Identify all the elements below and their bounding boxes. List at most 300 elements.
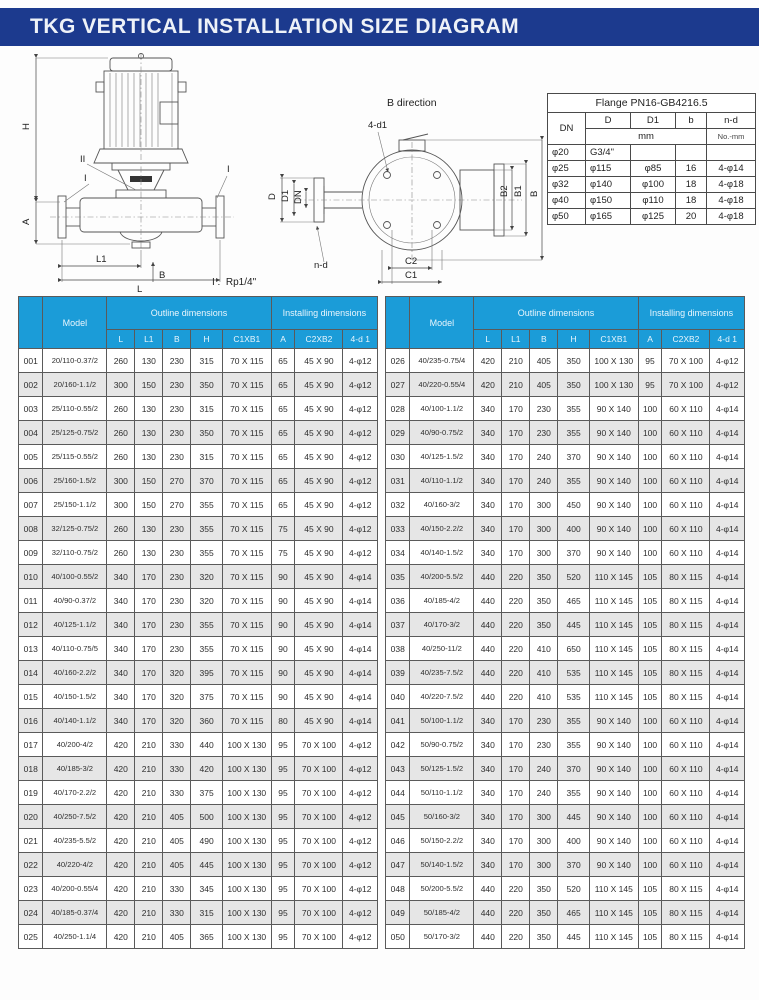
table-cell: 410 bbox=[530, 685, 558, 709]
table-cell: 100 bbox=[638, 541, 662, 565]
col-b-header: B bbox=[163, 330, 191, 349]
table-cell: 70 X 115 bbox=[222, 445, 271, 469]
table-cell: 90 bbox=[271, 685, 295, 709]
table-cell: 4-φ14 bbox=[343, 613, 378, 637]
b-direction-diagram bbox=[260, 92, 552, 292]
table-cell: φ32 bbox=[548, 177, 586, 193]
table-cell: 340 bbox=[107, 661, 135, 685]
col-c1xb1-header: C1XB1 bbox=[222, 330, 271, 349]
table-cell: 210 bbox=[135, 901, 163, 925]
table-cell: 340 bbox=[474, 493, 502, 517]
table-cell: 340 bbox=[107, 613, 135, 637]
table-cell: 45 X 90 bbox=[295, 349, 343, 373]
table-cell: 001 bbox=[19, 349, 43, 373]
table-cell: φ110 bbox=[631, 193, 676, 209]
table-row bbox=[548, 193, 756, 209]
table-cell: 40/170-3/2 bbox=[410, 613, 474, 637]
col-model-header: Model bbox=[43, 297, 107, 349]
table-cell: 65 bbox=[271, 469, 295, 493]
table-cell: 40/140-1.5/2 bbox=[410, 541, 474, 565]
table-cell: 340 bbox=[474, 421, 502, 445]
table-cell: 370 bbox=[191, 469, 223, 493]
table-cell: 300 bbox=[107, 373, 135, 397]
main-table-left-body bbox=[19, 349, 378, 949]
table-cell: 95 bbox=[638, 373, 662, 397]
table-cell: 220 bbox=[502, 685, 530, 709]
table-cell: 70 X 100 bbox=[295, 757, 343, 781]
table-cell: 25/150-1.1/2 bbox=[43, 493, 107, 517]
table-cell: 4-φ14 bbox=[343, 637, 378, 661]
table-cell: 4-φ14 bbox=[710, 709, 745, 733]
table-cell: 008 bbox=[19, 517, 43, 541]
group-outline-header: Outline dimensions bbox=[107, 297, 271, 330]
table-cell: 220 bbox=[502, 589, 530, 613]
table-cell: 25/115-0.55/2 bbox=[43, 445, 107, 469]
table-row bbox=[19, 661, 378, 685]
table-row bbox=[386, 373, 745, 397]
table-cell: 32/125-0.75/2 bbox=[43, 517, 107, 541]
table-cell: 400 bbox=[558, 517, 590, 541]
table-row bbox=[386, 805, 745, 829]
table-cell: 70 X 115 bbox=[222, 493, 271, 517]
table-cell: 010 bbox=[19, 565, 43, 589]
table-cell: 105 bbox=[638, 613, 662, 637]
table-cell: 270 bbox=[163, 493, 191, 517]
table-cell: 047 bbox=[386, 853, 410, 877]
flange-table-body bbox=[548, 145, 756, 225]
table-cell: 350 bbox=[530, 613, 558, 637]
table-cell: 445 bbox=[558, 613, 590, 637]
table-cell: 340 bbox=[474, 781, 502, 805]
col-l1-header: L1 bbox=[502, 330, 530, 349]
table-cell: 500 bbox=[191, 805, 223, 829]
flange-table bbox=[547, 93, 756, 225]
table-cell: 90 X 140 bbox=[589, 829, 638, 853]
table-cell: 410 bbox=[530, 661, 558, 685]
table-cell: 20/110-0.37/2 bbox=[43, 349, 107, 373]
table-cell: 355 bbox=[558, 733, 590, 757]
table-cell: 440 bbox=[474, 925, 502, 949]
table-cell: 210 bbox=[135, 781, 163, 805]
table-cell bbox=[676, 145, 707, 161]
table-cell: 440 bbox=[474, 685, 502, 709]
col-no-header bbox=[386, 297, 410, 349]
table-cell: 440 bbox=[474, 637, 502, 661]
svg-text:L: L bbox=[137, 284, 143, 295]
table-cell: 340 bbox=[474, 733, 502, 757]
table-cell: 210 bbox=[135, 733, 163, 757]
table-row bbox=[386, 349, 745, 373]
table-cell: 046 bbox=[386, 829, 410, 853]
table-cell: 150 bbox=[135, 373, 163, 397]
table-cell: 100 bbox=[638, 781, 662, 805]
table-cell: 210 bbox=[135, 805, 163, 829]
table-cell: 95 bbox=[271, 901, 295, 925]
table-cell: 019 bbox=[19, 781, 43, 805]
table-cell: 015 bbox=[19, 685, 43, 709]
table-cell: 70 X 115 bbox=[222, 397, 271, 421]
table-cell: 100 bbox=[638, 469, 662, 493]
table-row bbox=[19, 613, 378, 637]
table-cell: 240 bbox=[530, 445, 558, 469]
table-cell: 445 bbox=[191, 853, 223, 877]
table-cell: 4-φ12 bbox=[343, 373, 378, 397]
table-cell: 020 bbox=[19, 805, 43, 829]
col-a-header: A bbox=[271, 330, 295, 349]
table-cell: 230 bbox=[530, 733, 558, 757]
table-cell: 170 bbox=[502, 517, 530, 541]
table-cell: 270 bbox=[163, 469, 191, 493]
table-cell: 210 bbox=[135, 925, 163, 949]
col-no-header bbox=[19, 297, 43, 349]
b-direction-title: B direction bbox=[387, 97, 437, 109]
table-cell: 210 bbox=[135, 829, 163, 853]
group-installing-header: Installing dimensions bbox=[271, 297, 377, 330]
table-cell: 40/150-2.2/2 bbox=[410, 517, 474, 541]
main-table-left bbox=[18, 296, 378, 949]
table-cell: 40/185-4/2 bbox=[410, 589, 474, 613]
table-cell: 45 X 90 bbox=[295, 685, 343, 709]
table-cell: 018 bbox=[19, 757, 43, 781]
table-cell bbox=[631, 145, 676, 161]
table-cell: 60 X 110 bbox=[662, 853, 710, 877]
table-cell: 100 X 130 bbox=[222, 829, 271, 853]
table-cell: 60 X 110 bbox=[662, 541, 710, 565]
table-cell: 170 bbox=[135, 685, 163, 709]
table-cell: 40/100-0.55/2 bbox=[43, 565, 107, 589]
svg-text:D: D bbox=[267, 193, 278, 200]
table-cell: 95 bbox=[271, 925, 295, 949]
table-cell: 005 bbox=[19, 445, 43, 469]
table-cell: 405 bbox=[163, 853, 191, 877]
table-row bbox=[386, 829, 745, 853]
table-cell: 170 bbox=[135, 709, 163, 733]
table-cell: 65 bbox=[271, 421, 295, 445]
table-cell: 350 bbox=[191, 421, 223, 445]
table-cell: 100 X 130 bbox=[222, 925, 271, 949]
table-cell: 445 bbox=[558, 805, 590, 829]
table-cell: 230 bbox=[163, 373, 191, 397]
table-cell: 4-φ14 bbox=[710, 925, 745, 949]
table-cell: 32/110-0.75/2 bbox=[43, 541, 107, 565]
table-cell: 75 bbox=[271, 517, 295, 541]
table-cell: 4-φ12 bbox=[710, 373, 745, 397]
table-cell: 80 bbox=[271, 709, 295, 733]
table-cell: 80 X 115 bbox=[662, 565, 710, 589]
table-cell: 100 bbox=[638, 805, 662, 829]
table-cell: 90 bbox=[271, 565, 295, 589]
table-cell: 230 bbox=[163, 349, 191, 373]
table-cell: 300 bbox=[530, 805, 558, 829]
table-cell: 40/90-0.75/2 bbox=[410, 421, 474, 445]
table-cell: 40/200-5.5/2 bbox=[410, 565, 474, 589]
table-cell: 4-φ12 bbox=[343, 469, 378, 493]
table-row bbox=[548, 161, 756, 177]
flange-unit-nd: No.-mm bbox=[707, 129, 756, 145]
table-cell: 110 X 145 bbox=[589, 661, 638, 685]
table-cell: 100 X 130 bbox=[222, 901, 271, 925]
table-cell: 405 bbox=[163, 829, 191, 853]
table-cell: 70 X 100 bbox=[662, 349, 710, 373]
table-cell: 4-φ18 bbox=[707, 177, 756, 193]
table-cell: 100 X 130 bbox=[222, 733, 271, 757]
table-cell: 65 bbox=[271, 493, 295, 517]
table-cell: 4-φ12 bbox=[343, 421, 378, 445]
table-cell: 355 bbox=[558, 397, 590, 421]
table-cell: 490 bbox=[191, 829, 223, 853]
flange-unit-mm: mm bbox=[586, 129, 707, 145]
table-cell: 4-φ12 bbox=[343, 493, 378, 517]
table-row bbox=[19, 781, 378, 805]
table-row bbox=[19, 541, 378, 565]
table-cell: 90 X 140 bbox=[589, 709, 638, 733]
table-cell: 420 bbox=[107, 925, 135, 949]
table-cell: 300 bbox=[530, 829, 558, 853]
table-cell: 420 bbox=[107, 901, 135, 925]
table-cell: 355 bbox=[191, 517, 223, 541]
table-cell: 355 bbox=[191, 493, 223, 517]
table-cell: 355 bbox=[191, 613, 223, 637]
table-cell: 350 bbox=[530, 565, 558, 589]
table-row bbox=[19, 565, 378, 589]
table-cell: 355 bbox=[558, 781, 590, 805]
table-cell: 45 X 90 bbox=[295, 445, 343, 469]
table-cell: 260 bbox=[107, 517, 135, 541]
table-cell: 340 bbox=[474, 517, 502, 541]
table-cell: 60 X 110 bbox=[662, 805, 710, 829]
table-cell: 4-φ14 bbox=[710, 517, 745, 541]
table-cell: 230 bbox=[530, 421, 558, 445]
table-cell: 4-φ14 bbox=[710, 541, 745, 565]
table-cell: 45 X 90 bbox=[295, 469, 343, 493]
table-cell: 90 X 140 bbox=[589, 733, 638, 757]
table-cell: 220 bbox=[502, 661, 530, 685]
table-cell: 45 X 90 bbox=[295, 517, 343, 541]
table-cell: 20 bbox=[676, 209, 707, 225]
table-cell: 100 X 130 bbox=[222, 805, 271, 829]
table-cell: 90 X 140 bbox=[589, 781, 638, 805]
table-cell: 040 bbox=[386, 685, 410, 709]
flange-col-d1: D1 bbox=[631, 113, 676, 129]
table-cell: 4-φ12 bbox=[343, 925, 378, 949]
table-cell: 4-φ14 bbox=[343, 589, 378, 613]
table-cell: φ100 bbox=[631, 177, 676, 193]
table-cell: 4-φ14 bbox=[343, 661, 378, 685]
table-cell: 100 bbox=[638, 445, 662, 469]
table-cell: 105 bbox=[638, 877, 662, 901]
table-cell: 45 X 90 bbox=[295, 541, 343, 565]
svg-text:I: I bbox=[227, 164, 230, 175]
table-cell: 350 bbox=[530, 877, 558, 901]
table-cell: 355 bbox=[191, 637, 223, 661]
table-cell: 90 X 140 bbox=[589, 517, 638, 541]
col-l-header: L bbox=[474, 330, 502, 349]
table-cell: 110 X 145 bbox=[589, 901, 638, 925]
table-cell: 360 bbox=[191, 709, 223, 733]
table-cell: 45 X 90 bbox=[295, 661, 343, 685]
table-cell: 230 bbox=[163, 637, 191, 661]
table-cell: 4-φ14 bbox=[710, 685, 745, 709]
svg-text:H: H bbox=[21, 123, 32, 130]
table-cell: 105 bbox=[638, 925, 662, 949]
table-row bbox=[19, 805, 378, 829]
table-cell: 4-φ12 bbox=[343, 877, 378, 901]
table-cell: 4-φ14 bbox=[710, 637, 745, 661]
table-cell: 110 X 145 bbox=[589, 613, 638, 637]
table-cell: 030 bbox=[386, 445, 410, 469]
table-cell: 004 bbox=[19, 421, 43, 445]
table-cell: 100 bbox=[638, 421, 662, 445]
table-cell bbox=[707, 145, 756, 161]
table-cell: 535 bbox=[558, 685, 590, 709]
table-cell: 420 bbox=[107, 805, 135, 829]
table-cell: 420 bbox=[191, 757, 223, 781]
table-row bbox=[19, 517, 378, 541]
table-cell: 370 bbox=[558, 757, 590, 781]
table-cell: 170 bbox=[502, 733, 530, 757]
table-cell: 60 X 110 bbox=[662, 709, 710, 733]
table-cell: 4-φ14 bbox=[710, 589, 745, 613]
table-cell: 300 bbox=[107, 493, 135, 517]
table-row bbox=[386, 901, 745, 925]
table-cell: 70 X 115 bbox=[222, 637, 271, 661]
table-cell: 100 X 130 bbox=[222, 757, 271, 781]
table-row bbox=[386, 781, 745, 805]
table-cell: 4-φ12 bbox=[343, 853, 378, 877]
table-cell: 70 X 115 bbox=[222, 469, 271, 493]
table-row bbox=[19, 925, 378, 949]
table-cell: 230 bbox=[163, 517, 191, 541]
table-cell: 650 bbox=[558, 637, 590, 661]
table-cell: 300 bbox=[530, 493, 558, 517]
table-cell: 110 X 145 bbox=[589, 685, 638, 709]
table-cell: 315 bbox=[191, 397, 223, 421]
table-cell: 420 bbox=[107, 877, 135, 901]
table-cell: 4-φ14 bbox=[343, 709, 378, 733]
table-cell: 80 X 115 bbox=[662, 877, 710, 901]
table-cell: 75 bbox=[271, 541, 295, 565]
flange-table-title: Flange PN16-GB4216.5 bbox=[548, 94, 756, 113]
table-cell: 350 bbox=[530, 925, 558, 949]
table-cell: 340 bbox=[474, 805, 502, 829]
table-cell: 240 bbox=[530, 469, 558, 493]
svg-text:C1: C1 bbox=[405, 270, 418, 281]
title-bar bbox=[0, 8, 759, 46]
table-cell: 50/150-2.2/2 bbox=[410, 829, 474, 853]
table-cell: 220 bbox=[502, 901, 530, 925]
table-cell: 105 bbox=[638, 685, 662, 709]
table-cell: 375 bbox=[191, 781, 223, 805]
col-b-header: B bbox=[530, 330, 558, 349]
table-cell: 4-φ18 bbox=[707, 209, 756, 225]
table-cell: φ50 bbox=[548, 209, 586, 225]
table-cell: 130 bbox=[135, 445, 163, 469]
table-cell: 445 bbox=[558, 925, 590, 949]
table-row bbox=[386, 877, 745, 901]
table-cell: 440 bbox=[474, 565, 502, 589]
note-port-i: I : Rp1/4" bbox=[212, 277, 257, 288]
table-cell: 170 bbox=[135, 661, 163, 685]
table-cell: 170 bbox=[502, 397, 530, 421]
table-cell: 18 bbox=[676, 193, 707, 209]
table-cell: 003 bbox=[19, 397, 43, 421]
svg-text:I: I bbox=[84, 173, 87, 184]
table-row bbox=[386, 517, 745, 541]
table-cell: 330 bbox=[163, 757, 191, 781]
table-cell: 80 X 115 bbox=[662, 901, 710, 925]
table-cell: 105 bbox=[638, 565, 662, 589]
table-cell: 465 bbox=[558, 589, 590, 613]
col-c2xb2-header: C2XB2 bbox=[662, 330, 710, 349]
table-cell: 40/235-7.5/2 bbox=[410, 661, 474, 685]
table-cell: 90 X 140 bbox=[589, 493, 638, 517]
table-cell: 330 bbox=[163, 781, 191, 805]
table-cell: 006 bbox=[19, 469, 43, 493]
table-row bbox=[19, 589, 378, 613]
svg-text:II: II bbox=[80, 154, 86, 165]
table-cell: 90 X 140 bbox=[589, 397, 638, 421]
table-cell: 40/125-1.5/2 bbox=[410, 445, 474, 469]
table-cell: 110 X 145 bbox=[589, 565, 638, 589]
svg-text:L1: L1 bbox=[96, 254, 107, 265]
table-cell: 70 X 115 bbox=[222, 517, 271, 541]
table-cell: 395 bbox=[191, 661, 223, 685]
flange-col-dn: DN bbox=[548, 113, 586, 145]
table-cell: 220 bbox=[502, 613, 530, 637]
table-cell: 4-φ12 bbox=[343, 397, 378, 421]
table-cell: 535 bbox=[558, 661, 590, 685]
table-cell: φ85 bbox=[631, 161, 676, 177]
table-cell: 340 bbox=[474, 709, 502, 733]
table-cell: 014 bbox=[19, 661, 43, 685]
table-cell: 420 bbox=[107, 757, 135, 781]
table-row bbox=[19, 373, 378, 397]
table-cell: 007 bbox=[19, 493, 43, 517]
table-cell: 40/90-0.37/2 bbox=[43, 589, 107, 613]
table-cell: 033 bbox=[386, 517, 410, 541]
table-cell: 405 bbox=[163, 805, 191, 829]
table-cell: 011 bbox=[19, 589, 43, 613]
table-cell: 420 bbox=[107, 829, 135, 853]
table-row bbox=[19, 829, 378, 853]
table-cell: 410 bbox=[530, 637, 558, 661]
group-installing-header: Installing dimensions bbox=[638, 297, 744, 330]
table-cell: 032 bbox=[386, 493, 410, 517]
table-row bbox=[386, 685, 745, 709]
table-cell: 170 bbox=[135, 637, 163, 661]
table-cell: 038 bbox=[386, 637, 410, 661]
table-cell: 45 X 90 bbox=[295, 613, 343, 637]
table-cell: 230 bbox=[163, 397, 191, 421]
table-cell: 16 bbox=[676, 161, 707, 177]
table-cell: 170 bbox=[502, 709, 530, 733]
table-cell: 350 bbox=[191, 373, 223, 397]
table-cell: 520 bbox=[558, 565, 590, 589]
table-row bbox=[19, 733, 378, 757]
table-cell: 4-φ14 bbox=[710, 493, 745, 517]
table-cell: 440 bbox=[474, 613, 502, 637]
table-cell: 230 bbox=[163, 445, 191, 469]
table-cell: 70 X 115 bbox=[222, 421, 271, 445]
table-row bbox=[386, 565, 745, 589]
table-cell: 70 X 100 bbox=[662, 373, 710, 397]
table-cell: 355 bbox=[191, 541, 223, 565]
table-cell: 340 bbox=[107, 565, 135, 589]
table-cell: 4-φ12 bbox=[343, 757, 378, 781]
table-row bbox=[386, 637, 745, 661]
table-cell: 044 bbox=[386, 781, 410, 805]
table-cell: 170 bbox=[502, 541, 530, 565]
